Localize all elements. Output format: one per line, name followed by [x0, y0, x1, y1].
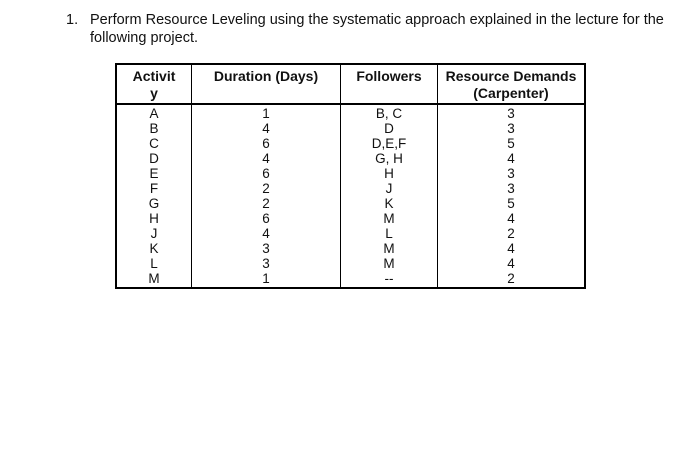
- activity-cell: B: [116, 121, 192, 136]
- followers-cell: L: [341, 226, 438, 241]
- header-duration-label: Duration (Days): [213, 68, 319, 84]
- followers-cell: J: [341, 181, 438, 196]
- table-row: [116, 211, 585, 226]
- followers-cell: B, C: [341, 104, 438, 121]
- duration-cell: 6: [192, 211, 341, 226]
- followers-cell: M: [341, 241, 438, 256]
- resource-cell: 3: [438, 104, 586, 121]
- resource-cell: 3: [438, 166, 586, 181]
- question-number: 1.: [66, 12, 79, 28]
- duration-cell: 3: [192, 256, 341, 271]
- resource-cell: 5: [438, 196, 586, 211]
- question-block: [66, 11, 686, 47]
- duration-cell: 6: [192, 166, 341, 181]
- resource-cell: 2: [438, 271, 586, 288]
- followers-cell: G, H: [341, 151, 438, 166]
- header-duration: [192, 64, 341, 104]
- followers-cell: K: [341, 196, 438, 211]
- activity-cell: H: [116, 211, 192, 226]
- activity-cell: C: [116, 136, 192, 151]
- activity-cell: M: [116, 271, 192, 288]
- duration-cell: 1: [192, 271, 341, 288]
- activity-cell: K: [116, 241, 192, 256]
- duration-cell: 1: [192, 104, 341, 121]
- activity-table: [115, 63, 586, 289]
- resource-cell: 4: [438, 256, 586, 271]
- header-resource-line2: (Carpenter): [473, 85, 549, 101]
- table-body: [116, 104, 585, 288]
- table-row: [116, 196, 585, 211]
- header-resource-line1: Resource Demands: [445, 68, 577, 84]
- activity-cell: D: [116, 151, 192, 166]
- table-row: [116, 166, 585, 181]
- table-row: [116, 121, 585, 136]
- followers-cell: M: [341, 211, 438, 226]
- duration-cell: 2: [192, 196, 341, 211]
- resource-cell: 4: [438, 241, 586, 256]
- table-row: [116, 271, 585, 288]
- question-text: Perform Resource Leveling using the systematic approach explained in the lecture for the following project.: [90, 12, 664, 46]
- duration-cell: 4: [192, 226, 341, 241]
- header-resource: [438, 64, 586, 104]
- activity-cell: E: [116, 166, 192, 181]
- activity-cell: A: [116, 104, 192, 121]
- header-followers-label: Followers: [356, 68, 422, 84]
- table-row: [116, 241, 585, 256]
- activity-cell: G: [116, 196, 192, 211]
- followers-cell: H: [341, 166, 438, 181]
- table-row: [116, 256, 585, 271]
- activity-cell: L: [116, 256, 192, 271]
- followers-cell: D,E,F: [341, 136, 438, 151]
- followers-cell: --: [341, 271, 438, 288]
- table-row: [116, 136, 585, 151]
- header-activity: [116, 64, 192, 104]
- duration-cell: 4: [192, 121, 341, 136]
- table-row: [116, 226, 585, 241]
- resource-cell: 2: [438, 226, 586, 241]
- duration-cell: 4: [192, 151, 341, 166]
- duration-cell: 3: [192, 241, 341, 256]
- header-followers: [341, 64, 438, 104]
- resource-cell: 4: [438, 211, 586, 226]
- table-row: [116, 151, 585, 166]
- resource-cell: 3: [438, 121, 586, 136]
- activity-cell: J: [116, 226, 192, 241]
- header-activity-label: Activity: [132, 68, 176, 101]
- resource-cell: 4: [438, 151, 586, 166]
- activity-cell: F: [116, 181, 192, 196]
- table-row: [116, 181, 585, 196]
- duration-cell: 2: [192, 181, 341, 196]
- table-header-row: [116, 64, 585, 104]
- table-container: [115, 63, 586, 289]
- resource-cell: 5: [438, 136, 586, 151]
- followers-cell: D: [341, 121, 438, 136]
- resource-cell: 3: [438, 181, 586, 196]
- duration-cell: 6: [192, 136, 341, 151]
- table-row: [116, 104, 585, 121]
- followers-cell: M: [341, 256, 438, 271]
